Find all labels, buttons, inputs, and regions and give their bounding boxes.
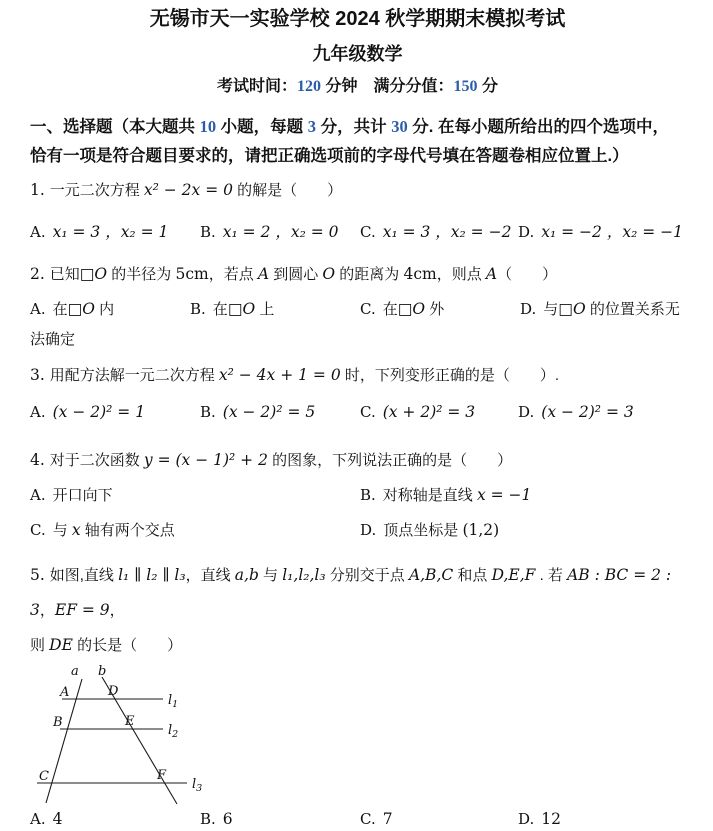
option-label: C. xyxy=(360,223,376,241)
q4-option-a xyxy=(30,482,360,509)
option-text xyxy=(53,487,113,504)
option-label: D. xyxy=(518,403,535,421)
text-segment: A,B,C xyxy=(408,566,454,584)
text-segment: x = −1 xyxy=(476,486,532,504)
text-segment: 6 xyxy=(222,810,233,828)
option-label: A. xyxy=(30,223,46,241)
text-segment: 的位置关系无法确定 xyxy=(30,301,680,348)
option-text xyxy=(223,224,339,241)
text-segment: 已知 xyxy=(49,266,80,283)
text-segment: 7 xyxy=(382,810,393,828)
text-segment: A xyxy=(257,265,270,283)
text-segment: 在 xyxy=(382,301,398,318)
q2-option-a xyxy=(30,294,190,325)
text-segment: x² − 2x = 0 xyxy=(143,181,233,199)
text-segment: ，则点 xyxy=(436,266,486,283)
line-label-l3 xyxy=(192,777,202,794)
q2-option-c xyxy=(360,294,520,325)
point-label-D: D xyxy=(108,684,119,699)
q5-option-c xyxy=(360,808,518,831)
text-segment: y = (x − 1)² + 2 xyxy=(143,451,268,469)
parallel-lines-diagram xyxy=(30,663,230,808)
text-segment: 5. xyxy=(30,566,50,584)
text-segment: 5cm xyxy=(175,265,209,283)
text-segment: 如图,直线 xyxy=(49,567,119,584)
text-segment: x₁ = 3 ，x₂ = 1 xyxy=(52,223,169,241)
option-text xyxy=(223,811,233,828)
question-4-options-row1 xyxy=(30,482,685,509)
text-segment: x₁ = −2 ，x₂ = −1 xyxy=(541,223,683,241)
option-label: D. xyxy=(360,521,377,539)
question-4-stem xyxy=(30,445,685,476)
text-segment: 分别交于点 xyxy=(325,567,409,584)
text-segment: 外 xyxy=(425,301,445,318)
text-segment: x₁ = 2 ，x₂ = 0 xyxy=(222,223,339,241)
option-label: D. xyxy=(518,223,535,241)
exam-subject: 九年级数学 xyxy=(312,44,403,64)
q3-option-b xyxy=(200,398,360,427)
option-text xyxy=(53,811,63,828)
text-segment: 与 xyxy=(258,567,283,584)
option-label: D. xyxy=(520,300,537,318)
text-segment: 的解是（ ） xyxy=(233,182,343,199)
text-segment: 12 xyxy=(541,810,561,828)
text-segment: DE xyxy=(49,636,73,654)
point-label-C: C xyxy=(39,769,49,784)
l3-base: l xyxy=(192,777,197,792)
text-segment: D,E,F xyxy=(491,566,536,584)
option-text xyxy=(53,404,145,421)
question-3-stem xyxy=(30,361,685,390)
q1-option-a xyxy=(30,220,200,245)
text-segment: x₁ = 3 ，x₂ = −2 xyxy=(382,223,512,241)
question-2-stem xyxy=(30,261,685,288)
option-label: B. xyxy=(200,223,216,241)
text-segment: 轴有两个交点 xyxy=(80,522,175,539)
question-3-options xyxy=(30,398,685,427)
q1-option-d xyxy=(518,220,683,245)
text-segment: (x + 2)² = 3 xyxy=(382,403,476,421)
q5-option-d xyxy=(518,808,561,831)
text-segment: 4. xyxy=(30,451,50,469)
text-segment: □ xyxy=(558,300,573,318)
option-text xyxy=(383,522,499,539)
text-segment: 的距离为 xyxy=(335,266,404,283)
text-segment: (x − 2)² = 3 xyxy=(541,403,634,421)
option-label: B. xyxy=(190,300,206,318)
text-segment: (1,2) xyxy=(462,521,500,539)
option-text xyxy=(383,811,393,828)
text-segment: 对于二次函数 xyxy=(49,452,144,469)
l3-subscript: 3 xyxy=(196,783,203,794)
text-segment: (x − 2)² = 1 xyxy=(52,403,146,421)
text-segment: 30 xyxy=(391,117,408,136)
question-2-options xyxy=(30,294,685,355)
text-segment: □ xyxy=(79,265,95,283)
text-segment: ，直线 xyxy=(185,567,235,584)
q2-option-b xyxy=(190,294,360,325)
q1-option-c xyxy=(360,220,518,245)
option-text xyxy=(53,522,175,539)
option-label: C. xyxy=(30,521,46,539)
text-segment: 10 xyxy=(199,117,217,136)
text-segment: 用配方法解一元二次方程 xyxy=(49,367,219,384)
question-5-stem-line1 xyxy=(30,558,685,628)
text-segment: 分，共计 xyxy=(316,118,392,136)
text-segment: 在 xyxy=(212,301,228,318)
text-segment: O xyxy=(82,300,95,318)
text-segment: O xyxy=(322,265,336,283)
text-segment: 4cm xyxy=(403,265,437,283)
option-text xyxy=(53,301,115,318)
l2-base: l xyxy=(168,723,173,738)
line-label-l1 xyxy=(168,693,178,710)
question-1-stem xyxy=(30,177,685,204)
text-segment: 3 xyxy=(307,117,317,136)
option-label: A. xyxy=(30,403,46,421)
l1-subscript: 1 xyxy=(172,699,179,710)
text-segment: 到圆心 xyxy=(269,266,323,283)
question-4-options-row2 xyxy=(30,517,685,544)
option-label: C. xyxy=(360,403,376,421)
text-segment: O xyxy=(572,300,586,318)
option-text xyxy=(541,404,633,421)
q1-option-b xyxy=(200,220,360,245)
text-segment: □ xyxy=(67,300,83,318)
section-heading-line1 xyxy=(30,112,685,142)
exam-info-line xyxy=(30,76,685,98)
text-segment: 150 xyxy=(453,78,478,95)
q5-option-b xyxy=(200,808,360,831)
text-segment: □ xyxy=(397,300,413,318)
option-text xyxy=(383,404,475,421)
text-segment: . 若 xyxy=(535,567,568,584)
point-label-A: A xyxy=(60,685,70,700)
q3-option-d xyxy=(518,398,634,427)
text-segment: 1. xyxy=(30,181,50,199)
text-segment: 2. xyxy=(30,265,50,283)
text-segment: l₁ ∥ l₂ ∥ l₃ xyxy=(118,566,186,584)
text-segment: ， xyxy=(39,602,55,619)
text-segment: 时，下列变形正确的是（ ）. xyxy=(340,367,560,384)
text-segment: 内 xyxy=(95,301,115,318)
section-heading-line2: 恰有一项是符合题目要求的，请把正确选项前的字母代号填在答题卷相应位置上.） xyxy=(30,147,629,165)
question-5-options xyxy=(30,808,685,831)
text-segment: 3. xyxy=(30,366,50,384)
option-text xyxy=(383,224,512,241)
text-segment: a,b xyxy=(234,566,259,584)
text-segment: ，若点 xyxy=(208,266,258,283)
point-label-E: E xyxy=(125,714,135,729)
text-segment: 4 xyxy=(52,810,63,828)
text-segment: 120 xyxy=(297,78,322,95)
text-segment: （ ） xyxy=(497,266,558,283)
text-segment: 开口向下 xyxy=(52,487,113,504)
text-segment: O xyxy=(242,300,256,318)
q4-option-d xyxy=(360,517,499,544)
document-page xyxy=(0,6,713,831)
text-segment: l₁,l₂,l₃ xyxy=(282,566,326,584)
point-label-F: F xyxy=(157,768,167,783)
text-segment: 和点 xyxy=(453,567,492,584)
option-text xyxy=(53,224,169,241)
text-segment: AB : BC = 2 : 3 xyxy=(30,566,672,619)
text-segment: A xyxy=(485,265,498,283)
exam-title: 无锡市天一实验学校 2024 秋学期期末模拟考试 xyxy=(149,8,566,30)
question-5-figure xyxy=(30,663,685,808)
option-label: C. xyxy=(360,810,376,828)
option-label: C. xyxy=(360,300,376,318)
option-text xyxy=(383,487,532,504)
line-b-label: b xyxy=(98,664,107,679)
text-segment: x xyxy=(71,521,81,539)
option-label: B. xyxy=(200,403,216,421)
question-5-stem-line2 xyxy=(30,628,685,663)
text-segment: 顶点坐标是 xyxy=(383,522,463,539)
line-label-l2 xyxy=(168,723,178,740)
option-label: A. xyxy=(30,486,46,504)
q3-option-c xyxy=(360,398,518,427)
text-segment: 小题，每题 xyxy=(216,118,308,136)
text-segment: x² − 4x + 1 = 0 xyxy=(218,366,341,384)
option-text xyxy=(223,404,315,421)
text-segment: 一元二次方程 xyxy=(49,182,144,199)
text-segment: O xyxy=(412,300,426,318)
option-text xyxy=(213,301,275,318)
text-segment: EF = 9 xyxy=(54,601,110,619)
text-segment: O xyxy=(94,265,108,283)
text-segment: 与 xyxy=(543,301,559,318)
text-segment: 分钟 满分分值： xyxy=(321,78,454,95)
option-text xyxy=(383,301,445,318)
option-text xyxy=(541,811,561,828)
text-segment: □ xyxy=(227,300,243,318)
text-segment: 与 xyxy=(52,522,72,539)
l1-base: l xyxy=(168,693,173,708)
text-segment: 的图象，下列说法正确的是（ ） xyxy=(267,452,513,469)
q3-option-a xyxy=(30,398,200,427)
l2-subscript: 2 xyxy=(172,729,179,740)
text-segment: 的长是（ ） xyxy=(72,637,183,654)
option-label: A. xyxy=(30,810,46,828)
q5-option-a xyxy=(30,808,200,831)
line-a-label: a xyxy=(71,664,79,679)
point-label-B: B xyxy=(53,715,63,730)
text-segment: 分. 在每小题所给出的四个选项中， xyxy=(407,118,669,136)
text-segment: 考试时间： xyxy=(217,78,298,95)
question-1-options xyxy=(30,220,685,245)
text-segment: 一、选择题（本大题共 xyxy=(30,118,200,136)
text-segment: 分 xyxy=(477,78,498,95)
option-label: B. xyxy=(200,810,216,828)
text-segment: 在 xyxy=(52,301,68,318)
option-label: D. xyxy=(518,810,535,828)
q4-option-c xyxy=(30,517,360,544)
option-label: A. xyxy=(30,300,46,318)
text-segment: 对称轴是直线 xyxy=(382,487,477,504)
text-segment: 上 xyxy=(255,301,275,318)
text-segment: (x − 2)² = 5 xyxy=(222,403,316,421)
text-segment: ， xyxy=(109,602,125,619)
q4-option-b xyxy=(360,482,531,509)
option-label: B. xyxy=(360,486,376,504)
option-text xyxy=(541,224,683,241)
text-segment: 则 xyxy=(30,637,50,654)
text-segment: 的半径为 xyxy=(107,266,176,283)
